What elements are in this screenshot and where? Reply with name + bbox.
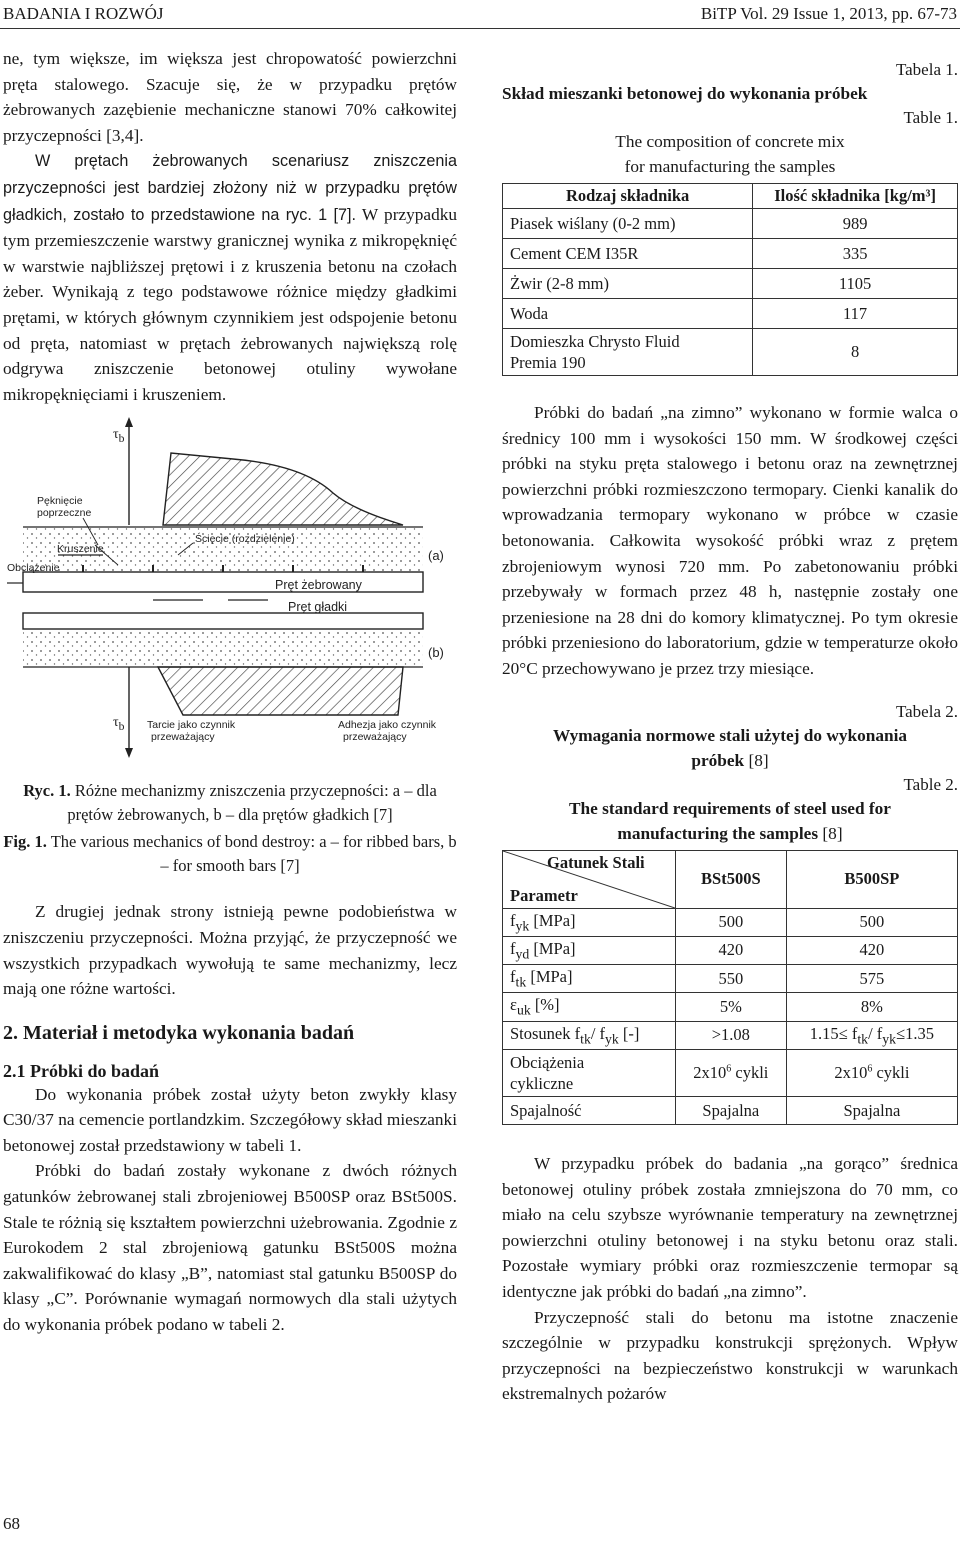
table-row [503,993,958,1021]
table-cell: Piasek wiślany (0-2 mm) [503,209,753,239]
table2-title-en-2: manufacturing the samples [8] [617,823,843,843]
journal-section: BADANIA I ROZWÓJ [3,4,164,23]
figure-caption-en: Fig. 1. The various mechanics of bond destroy: a – for ribbed bars, b – for smooth bars [7] [3,832,457,875]
left-column [3,46,457,1338]
table-row [503,965,958,993]
table-cell: 8 [753,329,958,376]
table1-label-en: Table 1. [903,108,958,127]
label-poprzeczne: poprzeczne [37,507,92,520]
paragraph-ribbed-bars-rest: W przypadku tym przemieszczenie warstwy granicznej wynika z mikropęknięć w warstwie najbliższej prętowi i z kruszenia betonu na czołach żeber. Wynikają z tego podstawowe różnice między gładkimi prętami, w których głównym czynnikiem jest odspojenie betonu od pręta, natomiast w prętach żebrowanych największą rolę odgrywa zniszczenie betonowej otuliny wywołane mikropęknięciami i kruszeniem. [3,204,457,404]
table-steel-requirements [502,850,958,1125]
figure-caption-pl: Ryc. 1. Różne mechanizmy zniszczenia przyczepności: a – dla prętów żebrowanych, b – dla prętów gładkich [7] [23,781,437,824]
table-row [503,239,958,269]
label-pret-gladki: Pręt gładki [288,600,348,615]
table-cell: 500 [675,908,786,936]
table-cell: >1.08 [675,1021,786,1049]
table1-title-en-2: for manufacturing the samples [624,157,836,176]
table-cell: $2x10^6$ cykli [675,1050,786,1097]
table1-label-pl: Tabela 1. [895,60,958,79]
label-a: (a) [428,548,444,564]
section-title: 2. Materiał i metodyka wykonania badań [3,1021,355,1044]
label-kruszenie: Kruszenie [57,543,104,556]
table2-corner-cell [503,850,676,908]
table-row [503,1097,958,1125]
arrow-up-icon [125,417,133,427]
table1-title-en-1: The composition of concrete mix [615,132,845,151]
label-tarcie-2: przeważający [151,731,215,744]
paragraph-concrete: Do wykonania próbek został użyty beton zwykły klasy C30/37 na cemencie portlandzkim. Szczegółowy skład mieszanki betonowej został przedstawiony w tabeli 1. [3,1084,457,1155]
stress-diagram-bottom [158,667,403,715]
smooth-bar [23,613,423,629]
table-cell: $f_{yd}$ [MPa] [503,936,676,964]
table2-col-bst500s: BSt500S [675,850,786,908]
table-row [503,269,958,299]
label-pekniecie: Pęknięcie [37,495,83,508]
table-cell: $2x10^6$ cykli [786,1050,957,1097]
table-cell: 335 [753,239,958,269]
table2-label-en: Table 2. [903,774,958,794]
table-cell: 500 [786,908,957,936]
table1-col-amount: Ilość składnika [kg/m³] [753,184,958,209]
table-cell: 117 [753,299,958,329]
subsection-title: 2.1 Próbki do badań [3,1060,160,1081]
table2-title-pl-1: Wymagania normowe stali użytej do wykonania [552,725,908,745]
table-cell: 5% [675,993,786,1021]
table2-head-bottom: Parametr [510,885,578,905]
page-number: 68 [3,1514,20,1533]
table1-title-pl: Skład mieszanki betonowej do wykonania próbek [502,84,868,103]
right-column [502,58,958,1407]
table-cell: Cement CEM I35R [503,239,753,269]
stress-diagram-top [163,453,403,525]
label-tarcie-1: Tarcie jako czynnik [147,719,236,732]
table-cell: 1105 [753,269,958,299]
table-row [503,209,958,239]
tau-label-bottom: $\tau_b$ [113,715,125,734]
table2-label-pl: Tabela 2. [895,701,958,721]
table-cell: $1.15\le f_{tk}/$ $f_{yk}\le 1.35$ [786,1021,957,1049]
table-cell: 989 [753,209,958,239]
label-b: (b) [428,645,444,661]
paragraph-cold-samples: Próbki do badań „na zimno” wykonano w formie walca o średnicy 100 mm i wysokości 150 mm. W środkowej części próbki na styku pręta stalowego i betonu oraz na zewnętrznej powierzchni próbki rozmieszczono termopary. Cienki kanalik do wprowadzania termopary wykonano w próbce w czasie betonowania. Całkowita wysokość próbki wraz z prętem zbrojeniowym wynosi 720 mm. Po zabetonowaniu próbki przebywały w formach przez 48 h, następnie zostały one przeniesione na 28 dni do komory klimatycznej. Po tym okresie próbki przeniesiono do laboratorium, gdzie w temperaturze około 20°C przechowywano je przez trzy miesiące. [502,403,958,678]
table-cell: $f_{tk}$ [MPa] [503,965,676,993]
table-row [503,1021,958,1049]
table-header-row [503,850,958,908]
label-obciazenie: Obciążenie [7,562,60,575]
paragraph-hot-samples: W przypadku próbek do badania „na gorąco” średnica betonowej otuliny próbek została zmniejszona do 70 mm, co miało na celu szybsze wyrównanie temperatury na zewnętrznej powierzchni otuliny betonowej i na styku betonu oraz stali. Pozostałe wymiary próbki oraz rozmieszczenie termopar są identyczne jak próbki do badań „na zimno”. [502,1154,958,1301]
table-cell: Spajalna [786,1097,957,1125]
paragraph-intro: ne, tym większe, im większa jest chropowatość powierzchni pręta stalowego. Szacuje się, że w przypadku prętów żebrowanych zazębienie mechaniczne stanowi 70% całkowitej przyczepności [3,4]. [3,49,457,145]
paragraph-bond-importance: Przyczepność stali do betonu ma istotne znaczenie szczególnie w przypadku konstrukcji sprężonych. Wpływ przyczepności na bezpieczeństwo konstrukcji w warunkach ekstremalnych pożarów [502,1307,958,1404]
table1-col-component: Rodzaj składnika [503,184,753,209]
table-concrete-mix [502,183,958,376]
table2-title-pl-2: próbek [8] [691,750,769,770]
table-cell: Woda [503,299,753,329]
header-rule [0,28,960,29]
table2-title-en-1: The standard requirements of steel used for [569,798,891,818]
concrete-cover-bottom [23,629,423,667]
table-cell: 420 [675,936,786,964]
table-cell: Obciążenia cykliczne [503,1050,676,1097]
label-adhezja-2: przeważający [343,731,407,744]
table-header-row [503,184,958,209]
table-cell: Spajalność [503,1097,676,1125]
journal-citation: BiTP Vol. 29 Issue 1, 2013, pp. 67-73 [700,4,957,23]
figure-bond-mechanisms [3,415,457,775]
page-header [0,0,960,30]
table2-head-top: Gatunek Stali [547,852,645,872]
table-cell: $f_{yk}$ [MPa] [503,908,676,936]
table-row [503,329,958,376]
label-adhezja-1: Adhezja jako czynnik [338,719,437,732]
table-cell: Spajalna [675,1097,786,1125]
table2-col-b500sp: B500SP [786,850,957,908]
tau-label-top: $\tau_b$ [113,427,125,446]
label-sciecie: Ścięcie (rozdzielenie) [195,533,295,546]
arrow-down-icon [125,748,133,758]
ribbed-bar [23,572,423,592]
table-cell: 8% [786,993,957,1021]
table-row [503,1050,958,1097]
paragraph-ribbed-bars [3,148,457,407]
table-cell: 575 [786,965,957,993]
table-cell: Żwir (2-8 mm) [503,269,753,299]
table-cell: 550 [675,965,786,993]
table-cell: Domieszka Chrysto Fluid Premia 190 [503,329,753,376]
table-cell: 420 [786,936,957,964]
table-row [503,908,958,936]
paragraph-steel: Próbki do badań zostały wykonane z dwóch różnych gatunków żebrowanej stali zbrojeniowej B500SP oraz BSt500S. Stale te różnią się kształtem powierzchni użebrowania. Zgodnie z Eurokodem 2 stal zbrojeniową gatunku BSt500S można zakwalifikować do klasy „B”, natomiast stal gatunku B500SP do klasy „C”. Porównanie wymagań normowych dla stali użytych do wykonania próbek podano w tabeli 2. [3,1161,457,1335]
table-row [503,936,958,964]
paragraph-ribbed-bars-sans: W prętach żebrowanych scenariusz zniszczenia przyczepności jest bardziej złożony niż w przypadku prętów gładkich, zostało to przedstawione na ryc. 1 [7]. [3,152,457,224]
table-row [503,299,958,329]
table-cell: $\varepsilon_{uk}$ [%] [503,993,676,1021]
label-pret-zebrowany: Pręt żebrowany [275,578,362,593]
paragraph-similarities: Z drugiej jednak strony istnieją pewne podobieństwa w zniszczeniu przyczepności. Można przyjąć, że przyczepność we wszystkich przypadkach wywołują te same mechanizmy, lecz mają one różne wartości. [3,902,457,999]
table-cell: Stosunek $f_{tk}/$ $f_{yk}$ [-] [503,1021,676,1049]
